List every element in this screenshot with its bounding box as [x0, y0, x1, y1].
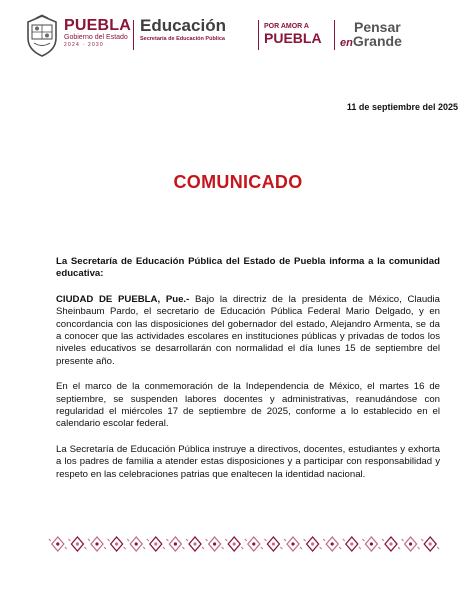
ornament-motif — [245, 537, 263, 551]
ornament-motif — [186, 537, 204, 551]
paragraph-1-text: Bajo la directriz de la presidenta de México, Claudia Sheinbaum Pardo, el secretario de Educación Pública Federal Mario Delgado, y en concordancia con las disposiciones del gobernador del estado, Alejandro Armenta, se da a conocer que las actividades escolares en instituciones públicas y privadas de todos los niveles educativos se desarrollarán con normalidad el día lunes 15 de septiembre del presente año. — [56, 293, 440, 367]
ornament-motif — [362, 537, 380, 551]
ornament-motif — [225, 537, 243, 551]
logo-divider — [258, 20, 259, 50]
puebla-government-logo — [64, 18, 131, 49]
state-seal-icon — [24, 14, 60, 58]
pensar-logo-top: Pensar — [354, 19, 401, 35]
logo-divider — [133, 20, 134, 50]
pensar-en-grande-logo — [340, 20, 402, 50]
ornament-motif — [206, 537, 224, 551]
header-logos — [20, 14, 460, 62]
ornament-motif — [382, 537, 400, 551]
document-date: 11 de septiembre del 2025 — [346, 102, 458, 112]
educacion-logo — [140, 17, 226, 43]
ornament-motif — [166, 537, 184, 551]
document-body — [56, 256, 440, 494]
pensar-logo-grande: Grande — [352, 33, 402, 49]
ornament-strip-icon — [48, 533, 440, 555]
ornament-motif — [402, 537, 420, 551]
ornament-motif — [284, 537, 302, 551]
ornament-motif — [304, 537, 322, 551]
paragraph-3: La Secretaría de Educación Pública instruye a directivos, docentes, estudiantes y exhorta a los padres de familia a atender estas disposiciones y a participar con responsabilidad y respeto en las celebraciones patrias que enaltecen la identidad nacional. — [56, 443, 440, 480]
pensar-logo-bottom — [340, 34, 402, 50]
logo-divider — [334, 20, 335, 50]
por-amor-a-puebla-logo — [264, 22, 322, 45]
ornament-motif — [49, 537, 67, 551]
amor-logo-bottom: PUEBLA — [264, 30, 322, 46]
ornament-motif — [68, 537, 86, 551]
document-title: COMUNICADO — [173, 172, 303, 192]
puebla-logo-subtitle: Gobierno del Estado — [64, 34, 128, 41]
paragraph-2: En el marco de la conmemoración de la Independencia de México, el martes 16 de septiembre, se suspenden labores docentes y administrativas, reanudándose con regularidad el miércoles 17 de septiembre de 2025, conforme a lo establecido en el calendario escolar federal. — [56, 381, 440, 430]
ornament-motif — [127, 537, 145, 551]
ornament-motif — [323, 537, 341, 551]
educacion-logo-name: Educación — [140, 16, 226, 35]
puebla-logo-name: PUEBLA — [64, 17, 131, 34]
ornament-motif — [343, 537, 361, 551]
paragraph-1 — [56, 294, 440, 368]
ornament-motif — [147, 537, 165, 551]
ornament-motif — [88, 537, 106, 551]
intro-paragraph: La Secretaría de Educación Pública del Estado de Puebla informa a la comunidad educativa: — [56, 256, 440, 280]
amor-logo-top: POR AMOR A — [264, 23, 309, 30]
pensar-logo-en: en — [340, 37, 353, 49]
ornament-motif — [264, 537, 282, 551]
dateline: CIUDAD DE PUEBLA, Pue.- — [56, 293, 190, 305]
educacion-logo-subtitle: Secretaría de Educación Pública — [140, 36, 225, 42]
ornament-motif — [421, 537, 439, 551]
ornament-motif — [108, 537, 126, 551]
puebla-logo-years: 2024 · 2030 — [64, 42, 104, 48]
